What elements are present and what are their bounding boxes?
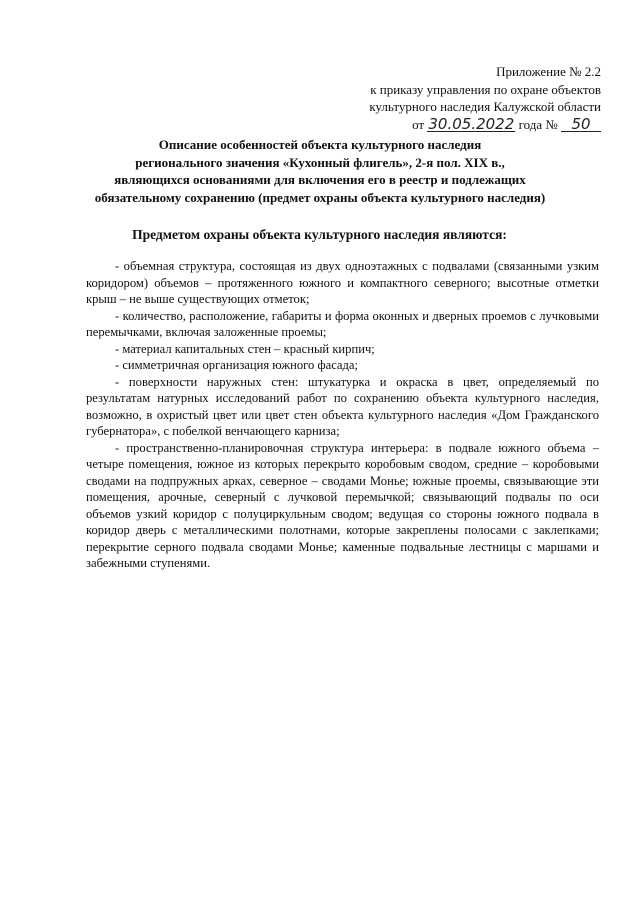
annex-order-ref: к приказу управления по охране объектов	[370, 81, 601, 97]
title-line-2: регионального значения «Кухонный флигель», 2-я пол. XIX в.,	[135, 154, 505, 170]
item-interior-structure: - пространственно-планировочная структура интерьера: в подвале южного объема – четыре помещения, южное из которых перекрыто коробовым сводом, средние – коробовыми сводами на подпружных арках, северное – сводами Монье; южные проемы, связывающие эти помещения, арочные, северный с лучковой перемычкой; связывающий подвалы по оси объемов узкий коридор с полуциркульным сводом; ведущая со стороны южного подвала в коридор дверь с металлическими полотнами, которые закреплены полосами с заклепками; перекрытие серного подвала сводами Монье; каменные подвальные лестницы с маршами и забежными ступенями.	[86, 440, 599, 570]
from-prefix: от	[412, 116, 425, 132]
annex-authority: культурного наследия Калужской области	[369, 99, 601, 114]
item-volume-structure: - объемная структура, состоящая из двух одноэтажных с подвалами (связанными узким коридором) объемов – протяженного южного и компактного северного; высотные отметки крыш – не выше существующих отметок;	[86, 259, 599, 306]
handwritten-date: 30.05.2022	[428, 114, 515, 133]
annex-block	[369, 63, 601, 133]
item-wall-surfaces: - поверхности наружных стен: штукатурка и окраска в цвет, определяемый по результатам натурных исследований работ по сохранению объекта культурного наследия, возможно, в охристый цвет или цвет стен объекта культурного наследия «Дом Гражданского губернатора», с побелкой венчающего карниза;	[86, 374, 599, 438]
protection-items	[86, 258, 599, 572]
item-south-facade: - симметричная организация южного фасада;	[115, 358, 359, 372]
year-number-label: года №	[518, 116, 558, 132]
title-line-1: Описание особенностей объекта культурного наследия	[158, 137, 482, 152]
document-title	[40, 136, 600, 206]
handwritten-order-number: 50	[561, 117, 601, 132]
annex-date-line	[369, 116, 601, 134]
title-line-4: обязательному сохранению (предмет охраны объекта культурного наследия)	[94, 189, 546, 205]
subject-heading: Предметом охраны объекта культурного наследия являются:	[132, 227, 507, 242]
item-openings: - количество, расположение, габариты и форма оконных и дверных проемов с лучковыми перемычками, включая заложенные проемы;	[86, 308, 599, 339]
annex-number: Приложение № 2.2	[496, 64, 601, 79]
title-line-3: являющихся основаниями для включения его в реестр и подлежащих	[114, 172, 526, 187]
item-wall-material: - материал капитальных стен – красный кирпич;	[115, 341, 375, 356]
